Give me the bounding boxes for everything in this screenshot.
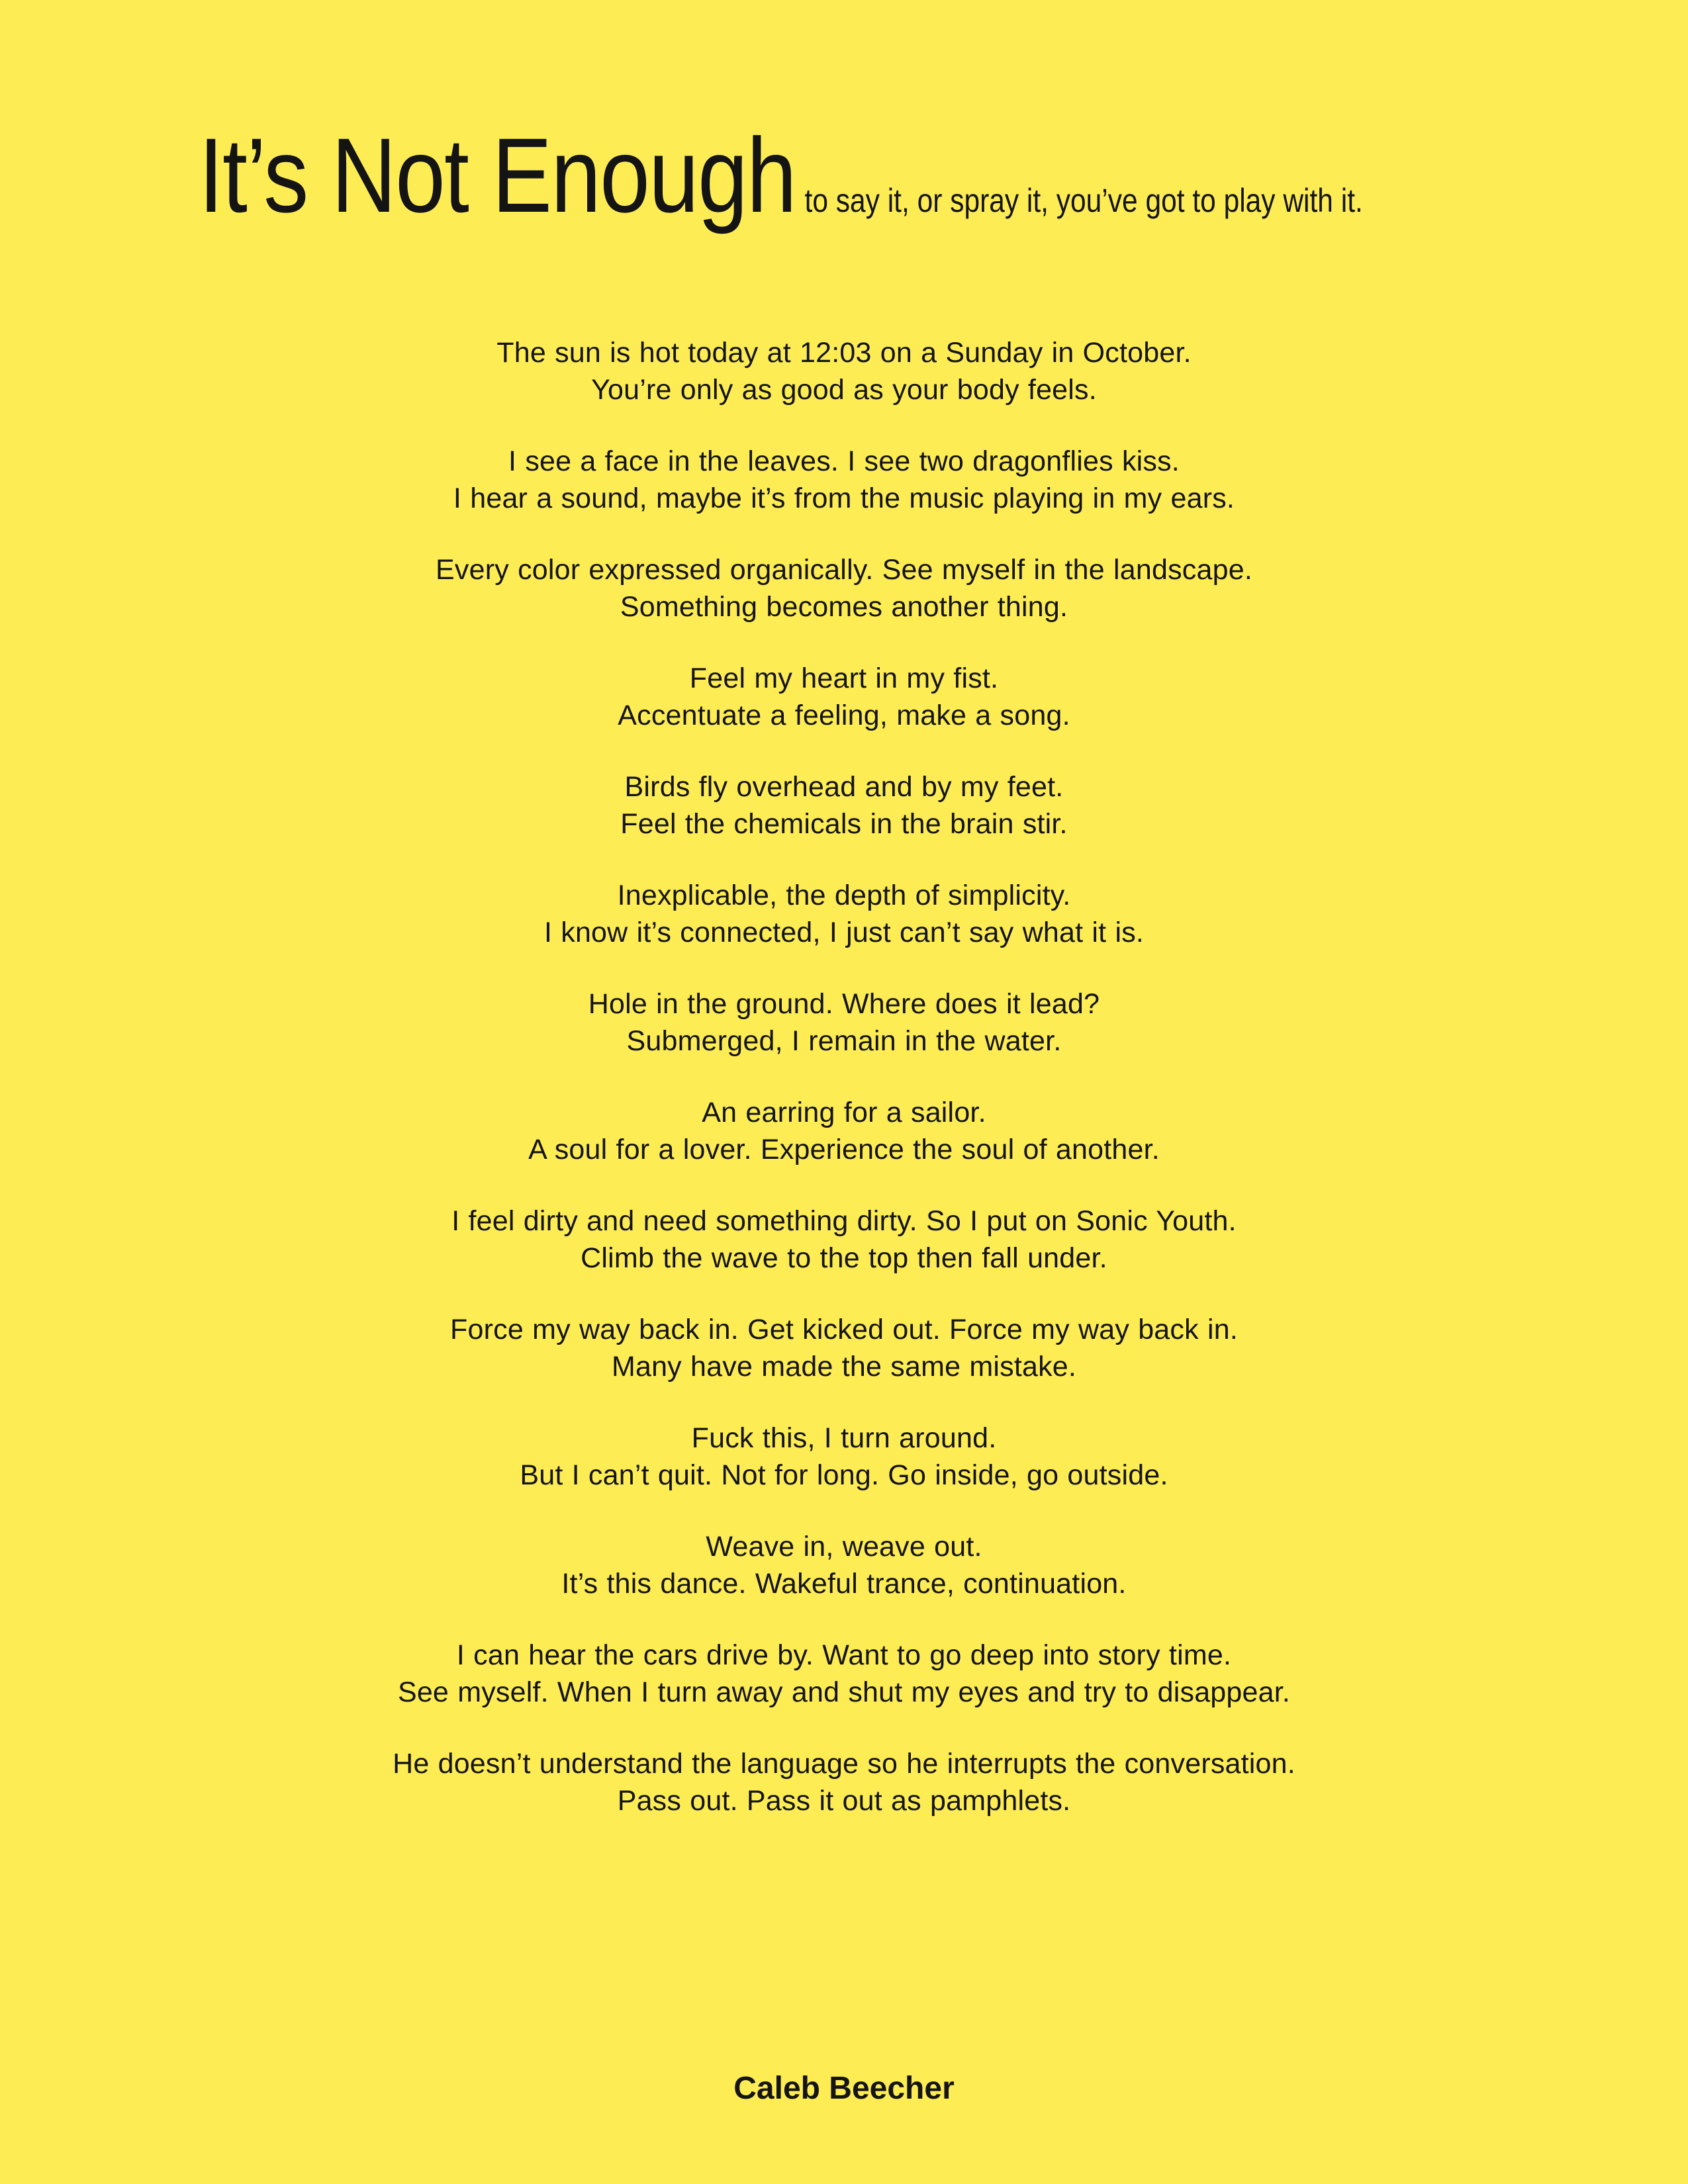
poem-line: See myself. When I turn away and shut my eyes and try to disappear. [397,1676,1291,1708]
poem-stanza [23,443,1665,517]
poem-stanza [23,1203,1665,1277]
author-name: Caleb Beecher [733,2071,955,2106]
poem-line: Hole in the ground. Where does it lead? [588,988,1100,1020]
poem-stanza [23,1094,1665,1168]
poem-line: Climb the wave to the top then fall under. [581,1242,1107,1274]
poem-stanza [23,1637,1665,1711]
page-footer [23,2070,1665,2107]
poem-line: I see a face in the leaves. I see two dragonflies kiss. [508,445,1180,477]
poem-line: Every color expressed organically. See myself in the landscape. [436,554,1252,586]
poem-stanza [23,1528,1665,1602]
poem-line: I know it’s connected, I just can’t say what it is. [543,917,1145,948]
poem-stanza [23,768,1665,842]
poem-stanza [23,334,1665,408]
poem-line: He doesn’t understand the language so he interrupts the conversation. [393,1748,1295,1780]
poem-stanza [23,1745,1665,1819]
poem-line: Force my way back in. Get kicked out. Force my way back in. [450,1314,1238,1345]
page-title: It’s Not Enough [199,116,796,234]
poem-line: It’s this dance. Wakeful trance, continuation. [561,1568,1127,1600]
poem-stanza [23,877,1665,951]
poem-line: Weave in, weave out. [706,1531,982,1563]
poem-line: Feel the chemicals in the brain stir. [620,808,1068,840]
page-header [199,116,1363,234]
poem-line: Accentuate a feeling, make a song. [618,700,1070,731]
poem-line: I hear a sound, maybe it’s from the music playing in my ears. [453,482,1235,514]
poem-line: The sun is hot today at 12:03 on a Sunday in October. [496,337,1192,369]
poem-line: Many have made the same mistake. [611,1351,1077,1383]
poem-body [23,334,1665,1854]
poem-line: Inexplicable, the depth of simplicity. [617,880,1071,911]
poem-line: Birds fly overhead and by my feet. [624,771,1064,803]
title-tagline: to say it, or spray it, you’ve got to play with it. [804,182,1363,219]
poem-line: I can hear the cars drive by. Want to go deep into story time. [456,1639,1232,1671]
poem-line: An earring for a sailor. [702,1097,986,1128]
poem-line: You’re only as good as your body feels. [591,374,1097,406]
poem-line: Something becomes another thing. [620,591,1068,623]
poem-line: Feel my heart in my fist. [689,662,999,694]
poem-line: Pass out. Pass it out as pamphlets. [617,1785,1071,1817]
poem-line: A soul for a lover. Experience the soul of another. [528,1134,1160,1165]
poem-stanza [23,1311,1665,1385]
poem-line: But I can’t quit. Not for long. Go inside, go outside. [520,1459,1168,1491]
poem-stanza [23,985,1665,1060]
poem-stanza [23,551,1665,625]
poem-stanza [23,660,1665,734]
poem-line: Fuck this, I turn around. [691,1422,997,1454]
poem-line: I feel dirty and need something dirty. So I put on Sonic Youth. [451,1205,1237,1237]
poem-line: Submerged, I remain in the water. [626,1025,1062,1057]
poem-stanza [23,1420,1665,1494]
